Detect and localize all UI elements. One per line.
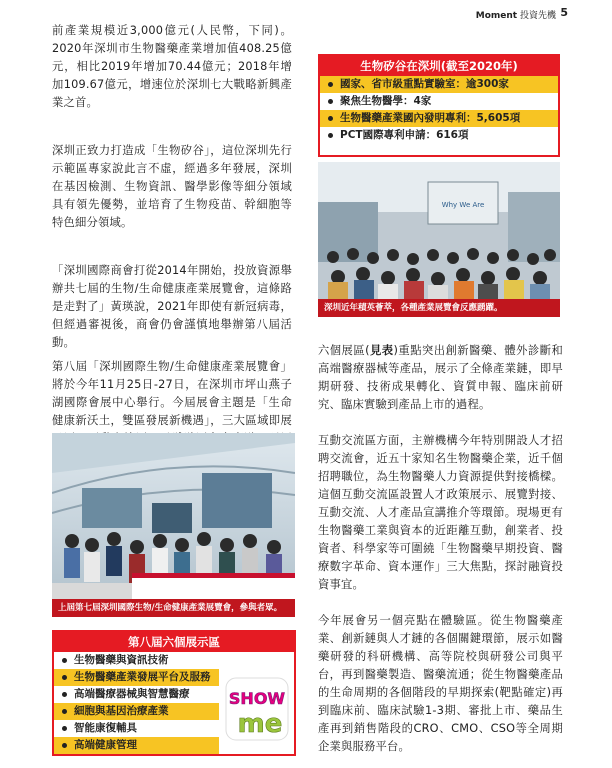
right-paragraph-2: 互動交流區方面，主辦機構今年特別開設人才招聘交流會，近五十家知名生物醫藥企業，近千個招聘職位，為生物醫藥人力資源提供對接橋樑。這個互動交流區設置人才政策展示、展覽對接、互動交流、人才產品宣講推介等環節。現場更有生物醫藥工業與資本的近距離互動，創業者、投資者、科學家等可圍繞「生物醫藥早期投資、醫療數字革命、資本運作」三大焦點，探討融資投資事宜。	[318, 434, 563, 591]
conference-hall-illustration	[318, 162, 560, 317]
list-item: 高端醫療器械與智慧醫療	[54, 686, 219, 703]
list-item: 高端健康管理	[54, 737, 219, 754]
logo-show-text: SHOW	[228, 689, 286, 708]
list-item: 生物醫藥產業國內發明專利：5,605項	[320, 110, 558, 127]
photo-right-caption: 深圳近年積英薈萃，各種產業展覽會反應踴躍。	[318, 299, 560, 317]
bullet-icon	[62, 709, 67, 714]
bullet-icon	[62, 743, 67, 748]
logo-me-text: me	[237, 709, 283, 739]
bullet-icon	[328, 133, 333, 138]
list-item: PCT國際專利申請：616項	[320, 127, 558, 144]
bullet-icon	[62, 692, 67, 697]
see-table-note: 見表	[369, 344, 394, 357]
photo-left-caption: 上屆第七屆深圳國際生物/生命健康產業展覽會，參與者眾。	[52, 599, 295, 617]
conference-photo-right	[318, 162, 560, 317]
box-bottom-title: 第八屆六個展示區	[54, 632, 294, 652]
exhibition-photo-left	[52, 433, 295, 617]
left-paragraph-1: 前產業規模近3,000億元(人民幣，下同)。2020年深圳市生物醫藥產業增加值408.25億元，相比2019年增加70.44億元；2018年增加109.67億元，增速位於深圳七大戰略新興產業之首。	[52, 24, 292, 109]
list-item: 智能康復輔具	[54, 720, 219, 737]
bullet-icon	[62, 726, 67, 731]
bullet-icon	[62, 658, 67, 663]
section-name: 投資先機	[519, 11, 556, 21]
right-paragraph-3: 今年展會另一個亮點在體驗區。從生物醫藥產業、創新鏈與人才鏈的各個關鍵環節，展示如醫藥研發的科研機構、高等院校與研發公司與平台，再到醫藥製造、醫藥流通；從生物醫藥產品的生命周期的各個階段的早期探索(靶點確定)再到臨床前、臨床試驗1-3期、審批上市、藥品生產再到銷售階段的CRO、CMO、CSO等全周期企業與服務平台。	[318, 614, 563, 753]
bullet-icon	[62, 675, 67, 680]
shenzhen-bio-valley-box	[318, 54, 560, 157]
exhibition-hall-illustration	[52, 433, 295, 617]
list-item: 生物醫藥產業發展平台及服務	[54, 669, 219, 686]
show-me-logo	[224, 674, 290, 744]
right-paragraph-1: 六個展區(見表)重點突出創新醫藥、體外診斷和高端醫療器械等產品，展示了全條產業鏈，即早期研發、技術成果轉化、資質申報、臨床前研究、臨床實驗到產品上市的過程。	[318, 344, 563, 411]
box-bottom-list	[54, 652, 219, 754]
six-exhibition-zones-box	[52, 630, 296, 756]
magazine-name: Moment	[475, 11, 518, 21]
list-item: 聚焦生物醫學：4家	[320, 93, 558, 110]
screen-text: Why We Are	[441, 201, 485, 209]
page-number: 5	[560, 6, 568, 19]
list-item: 生物醫藥與資訊技術	[54, 652, 219, 669]
bullet-icon	[328, 99, 333, 104]
box-top-list	[320, 76, 558, 144]
left-paragraph-4: 第八屆「深圳國際生物/生命健康產業展覽會」將於今年11月25日-27日，在深圳市坪山燕子湖國際會展中心舉行。今屆展會主題是「生命健康新沃土，雙區發展新機遇」，三大區域即展	[52, 360, 292, 427]
left-paragraph-2: 深圳正致力打造成「生物矽谷」，這位深圳先行示範區專家說此言不虛，經過多年發展，深圳在基因檢測、生物資訊、醫學影像等細分領域具有領先優勢，並培育了生物疫苗、幹細胞等特色細分領域。	[52, 144, 292, 229]
box-top-title: 生物矽谷在深圳(截至2020年)	[320, 56, 558, 76]
list-item: 國家、省市級重點實驗室：逾300家	[320, 76, 558, 93]
list-item: 細胞與基因治療產業	[54, 703, 219, 720]
bullet-icon	[328, 116, 333, 121]
running-header	[476, 8, 556, 21]
bullet-icon	[328, 82, 333, 87]
left-paragraph-3: 「深圳國際商會打從2014年開始，投放資源舉辦共七屆的生物/生命健康產業展覽會，這條路是走對了」黃瑛說，2021年即使有新冠病毒，但經過審視後，商會仍會謹慎地舉辦第八屆活動。	[52, 264, 292, 349]
